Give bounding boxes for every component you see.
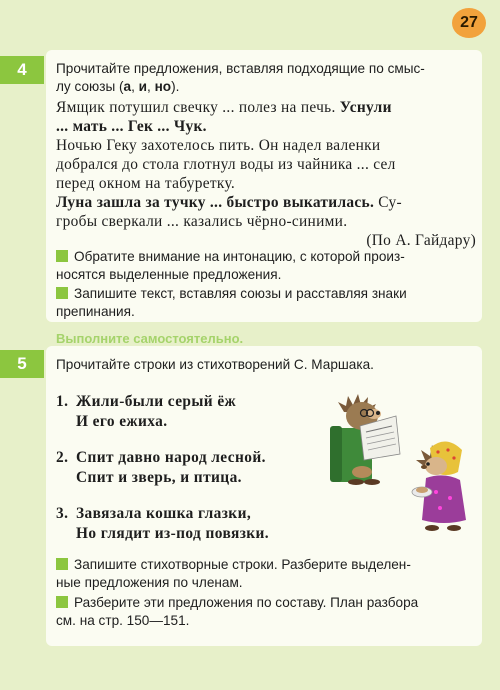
exercise-5-note-2: Разберите эти предложения по составу. План разбора см. на стр. 150—151. [56,595,419,628]
poem-3: 3. Завязала кошка глазки, Но глядит из-под повязки. [56,505,270,542]
green-square-icon [56,287,68,299]
lady-hedgehog-illustration [410,436,474,532]
exercise-4-instruction: Прочитайте предложения, вставляя подходящие по смыс- лу союзы (а, и, но). [56,61,425,94]
page-number-badge: 27 [452,8,486,38]
poem-2: 2. Спит давно народ лесной. Спит и зверь, и птица. [56,449,266,486]
green-square-icon [56,558,68,570]
exercise-4-text: Ямщик потушил свечку ... полез на печь. Уснули ... мать ... Гек ... Чук. Ночью Геку захотелось пить. Он надел валенки добрался до стола глотнул воды из чайника ... сел перед окном на табуретку. Луна зашла за тучку ... быстро выкатилась. Су- гробы сверкали ... казались чёрно-синими. (По А. Гайдару) [56,99,476,249]
subheading: Выполните самостоятельно. [56,331,244,346]
exercise-5-note-1: Запишите стихотворные строки. Разберите выделен- ные предложения по членам. [56,557,411,590]
exercise-5-instruction: Прочитайте строки из стихотворений С. Маршака. [56,357,374,372]
green-square-icon [56,250,68,262]
hedgehog-reading-newspaper-illustration [326,386,410,486]
exercise-4-number: 4 [0,56,44,84]
green-square-icon [56,596,68,608]
exercise-5-number: 5 [0,350,44,378]
source-attribution: (По А. Гайдару) [366,232,476,249]
exercise-4-note-2: Запишите текст, вставляя союзы и расставляя знаки препинания. [56,286,407,319]
exercise-4-note-1: Обратите внимание на интонацию, с которой произ- носятся выделенные предложения. [56,249,405,282]
poem-1: 1. Жили-были серый ёж И его ежиха. [56,393,237,430]
